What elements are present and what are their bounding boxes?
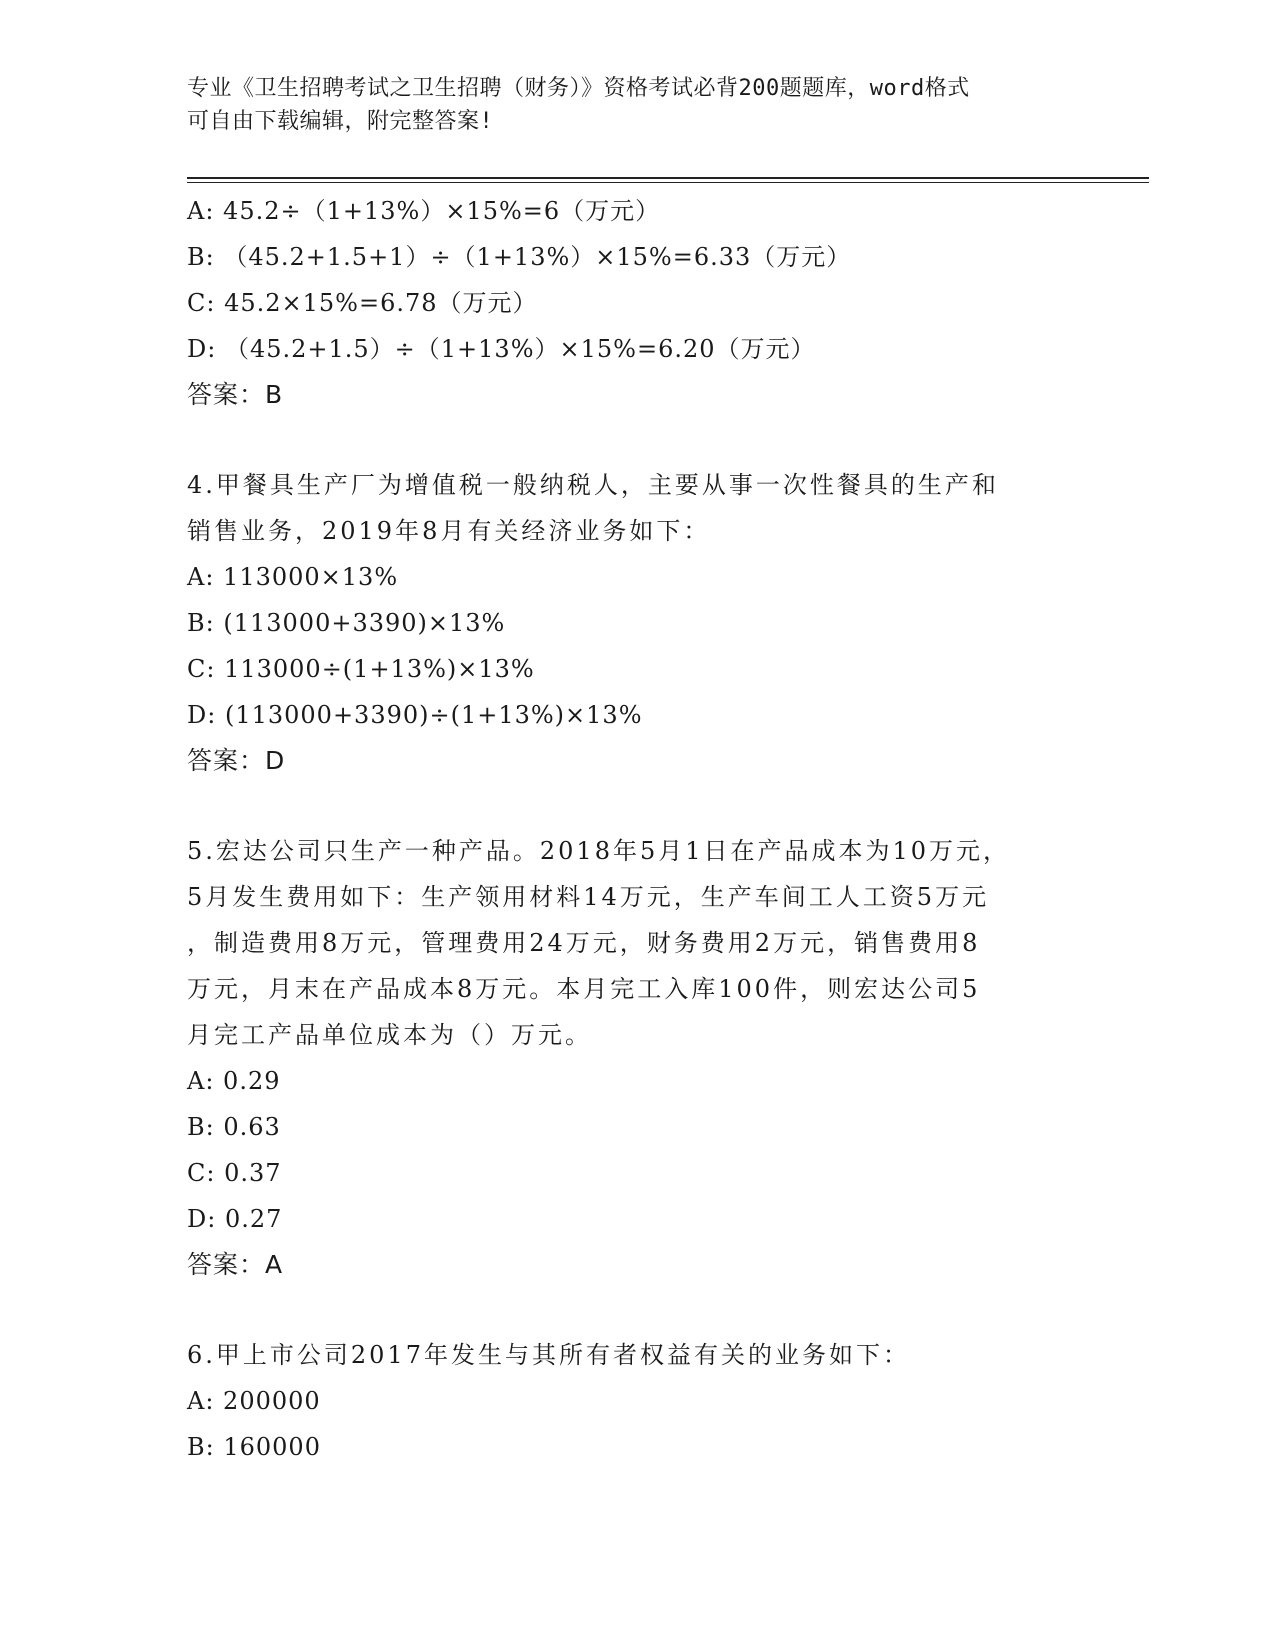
option-c: C: 113000÷(1+13%)×13% [187,655,535,683]
option-d: D: (113000+3390)÷(1+13%)×13% [187,701,643,729]
header-title-line-1: 专业《卫生招聘考试之卫生招聘（财务）》资格考试必背200题题库，word格式 [187,76,970,101]
question-3 [187,188,1067,418]
spacer [187,784,1067,828]
option-c: C: 45.2×15%=6.78（万元） [187,289,538,317]
option-d: D: （45.2+1.5）÷（1+13%）×15%=6.20（万元） [187,335,816,363]
question-stem-line: 万元，月末在产品成本8万元。本月完工入库100件，则宏达公司5 [187,975,981,1003]
question-5 [187,828,1067,1288]
question-stem-line: 销售业务，2019年8月有关经济业务如下： [187,517,711,545]
option-a: A: 0.29 [187,1067,281,1095]
answer-line: 答案：A [187,1250,284,1279]
option-a: A: 200000 [187,1387,321,1415]
question-stem-line: 6.甲上市公司2017年发生与其所有者权益有关的业务如下： [187,1341,910,1369]
option-a: A: 45.2÷（1+13%）×15%=6（万元） [187,197,661,225]
spacer [187,418,1067,462]
option-b: B: 160000 [187,1433,321,1461]
answer-line: 答案：B [187,380,284,409]
question-list [187,188,1067,1470]
option-a: A: 113000×13% [187,563,399,591]
question-stem-line: ，制造费用8万元，管理费用24万元，财务费用2万元，销售费用8 [187,929,981,957]
answer-line: 答案：D [187,746,286,775]
option-c: C: 0.37 [187,1159,282,1187]
header-rule-thick [187,177,1149,179]
option-b: B: (113000+3390)×13% [187,609,506,637]
header-title-line-2: 可自由下载编辑，附完整答案! [187,109,494,134]
question-stem-line: 4.甲餐具生产厂为增值税一般纳税人，主要从事一次性餐具的生产和 [187,471,999,499]
question-stem-line: 月完工产品单位成本为（）万元。 [187,1021,592,1049]
question-stem-line: 5月发生费用如下：生产领用材料14万元，生产车间工人工资5万元 [187,883,990,911]
spacer [187,1288,1067,1332]
question-4 [187,462,1067,784]
question-stem-line: 5.宏达公司只生产一种产品。2018年5月1日在产品成本为10万元， [187,837,1011,865]
header-rule-thin [187,182,1149,183]
document-header [187,72,1067,138]
option-b: B: 0.63 [187,1113,281,1141]
option-d: D: 0.27 [187,1205,283,1233]
option-b: B: （45.2+1.5+1）÷（1+13%）×15%=6.33（万元） [187,243,852,271]
question-6 [187,1332,1067,1470]
